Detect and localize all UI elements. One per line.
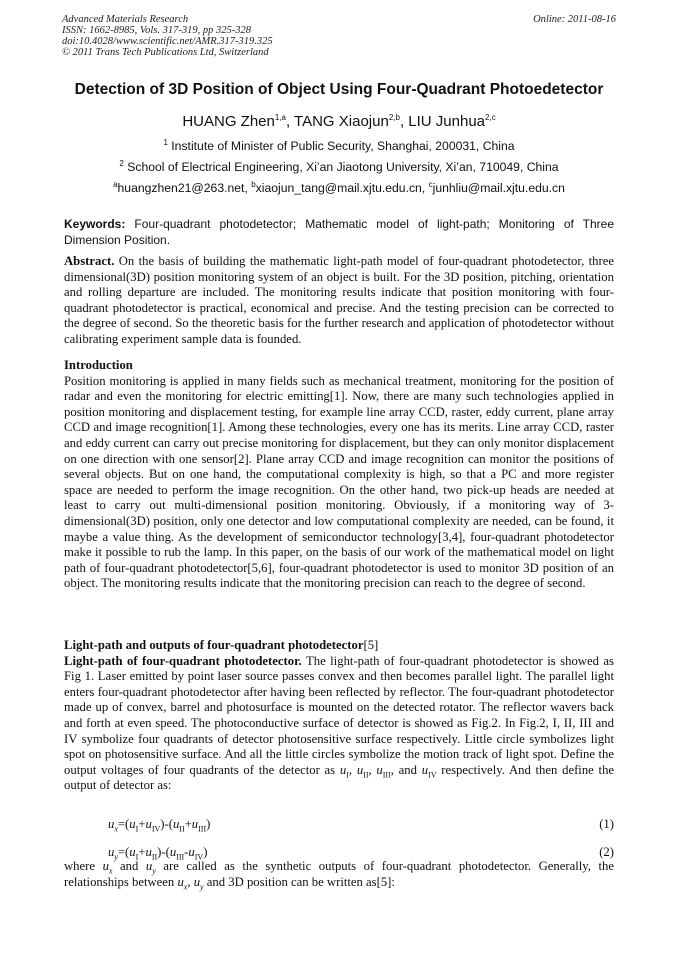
after-equation-text: where $u_x$ and $u_y$ are called as the synthetic outputs of four-quadrant photodetector. Generally, the relationships between $u_x$, $u_y$ and 3D position can be written as[5]: xyxy=(64,859,615,892)
subsection-heading: Light-path of four-quadrant photodetector. xyxy=(64,653,302,668)
paper-title: Detection of 3D Position of Object Using Four-Quadrant Photoedetector xyxy=(74,81,604,98)
light-path-section: Light-path and outputs of four-quadrant photodetector[5] Light-path of four-quadrant photodetector. The light-path of four-quadrant photodetector is showed as Fig 1. Laser emitted by point laser source passes convex and then becomes parallel light. The parallel light enters four-quadrant photodetector after having been reflected by reflector. The four-quadrant photodetector made up of convex, barrel and photosurface is mounted on the detected rotator. The reflector wavers back and forth at even speed. The photoconductive surface of detector is showed as Fig.2. In Fig.2, I, II, III and IV symbolize four quadrants of detector photosensitive surface respectively. Little circle symbolizes light spot on photosensitive surface. And all the little circles symbolize the motion track of light spot. Define the output voltages of four quadrants of the detector as $u_I$, $u_{II}$, $u_{III}$, and $u_{IV}$ respectively. And then define the output of detector as: xyxy=(64,638,615,793)
doi-line: doi:10.4028/www.scientific.net/AMR.317-319.325 xyxy=(62,36,273,47)
equation-1: $u_x=(u_I+u_{IV})-(u_{II}+u_{III})$ (1) xyxy=(108,817,614,834)
section-text: The light-path of four-quadrant photodetector is showed as Fig 1. Laser emitted by point laser source passes convex and then becomes parallel light. The parallel light enters four-quadrant photodetector after having been reflected by reflector. The four-quadrant photodetector made up of convex, barrel and photosurface is mounted on the detected rotator. The reflector wavers back and forth at even speed. The photoconductive surface of detector is showed as Fig.2. In Fig.2, I, II, III and IV symbolize four quadrants of detector photosensitive surface respectively. Little circle symbolizes light spot on photosensitive surface. And all the little circles symbolize the motion track of light spot. Define the output voltages of four quadrants of the detector as xyxy=(64,653,614,777)
keywords-label: Keywords: xyxy=(64,217,126,231)
issn-line: ISSN: 1662-8985, Vols. 317-319, pp 325-328 xyxy=(62,25,251,36)
introduction-section xyxy=(64,358,614,592)
abstract-text: On the basis of building the mathematic light-path model of four-quadrant photodetector, three dimensional(3D) position monitoring system of an object is built. For the 3D position, pitching, orientation and rolling departure are included. The monitoring results indicate that position monitoring with four-quadrant photodetector is practical, economical and precise. And the testing precision can be corrected to the degree of second. So the theoretic basis for the further research and application of photodetector without calibrating experiment sample data is founded. xyxy=(64,254,615,346)
section-ref: [5] xyxy=(363,638,379,652)
email-link[interactable]: junhliu@mail.xjtu.edu.cn xyxy=(432,181,565,195)
author-name: TANG Xiaojun xyxy=(294,113,389,130)
abstract-label: Abstract. xyxy=(64,254,115,268)
author-list: HUANG Zhen$^{1,a}$, TANG Xiaojun$^{2,b}$, LIU Junhua$^{2,c}$ xyxy=(182,113,496,130)
email-link[interactable]: xiaojun_tang@mail.xjtu.edu.cn xyxy=(255,181,422,195)
affiliation-1 xyxy=(40,139,638,153)
keywords-block xyxy=(64,216,614,248)
affiliation-text: Institute of Minister of Public Security, Shanghai, 200031, China xyxy=(171,139,515,153)
introduction-heading: Introduction xyxy=(64,358,133,372)
email-sup: c xyxy=(428,179,433,189)
author-sup: 2,b xyxy=(388,113,400,122)
equation-2: $u_y=(u_I+u_{II})-(u_{III}-u_{IV})$ (2) xyxy=(108,845,614,862)
section-heading: Light-path and outputs of four-quadrant photodetector xyxy=(64,638,364,652)
author-name: HUANG Zhen xyxy=(182,113,275,130)
affiliation-sup: 1 xyxy=(163,137,168,147)
affiliation-text: School of Electrical Engineering, Xi’an Jiaotong University, Xi’an, 710049, China xyxy=(127,160,559,174)
equation-number: (2) xyxy=(599,845,614,859)
section-text-cont: respectively. And then define the output of detector as: xyxy=(64,762,615,793)
text-span: are called as the synthetic outputs of four-quadrant photodetector. Generally, the relationships between xyxy=(64,859,615,889)
text-span: and 3D position can be written as[5]: xyxy=(206,874,395,889)
introduction-text: Position monitoring is applied in many fields such as mechanical treatment, monitoring for the position of radar and even the monitoring for electric emitting[1]. Now, there are many such technologies applied in position monitoring and displacement testing, for example line array CCD, raster, eddy current, plane array CCD and image recognition[1]. Among these technologies, every one has its merits. Line array CCD, raster and eddy current can carry out precise monitoring for displacement, but they can only monitor displacement on one direction with one sensor[2]. Plane array CCD and image recognition can monitor the positions of several objects. But on one hand, the computational complexity is high, so that a PC and more register space are needed to perform the image recognition. On the other hand, two pick-up heads are needed at least to carry out multi-dimensional position monitoring. Obviously, if a monitoring way of 3-dimensional(3D) position, only one detector and low computational complexity are needed, can be found, it maybe a value thing. As the development of semiconductor technology[3,4], four-quadrant photodetector make it possible to rub the lamp. In this paper, on the basis of our work of the mathematical model on light path of four-quadrant photodetector[5,6], four-quadrant photodetector is used to monitor 3D position of an object. The monitoring results indicate that the monitoring precision can reach to the degree of second. xyxy=(64,373,614,591)
author-sup: 1,a xyxy=(274,113,286,122)
abstract-block xyxy=(64,254,614,348)
affiliation-2 xyxy=(40,160,638,174)
affiliation-sup: 2 xyxy=(119,158,124,168)
equation-number: (1) xyxy=(599,817,614,831)
online-date: Online: 2011-08-16 xyxy=(533,14,616,25)
journal-name: Advanced Materials Research xyxy=(62,14,189,25)
email-link[interactable]: huangzhen21@263.net xyxy=(117,181,245,195)
text-span: where xyxy=(64,859,95,873)
keywords-text: Four-quadrant photodetector; Mathematic model of light-path; Monitoring of Three Dimension Position. xyxy=(64,217,615,247)
journal-header xyxy=(62,14,616,58)
author-name: LIU Junhua xyxy=(408,113,486,130)
email-sup: b xyxy=(251,179,256,189)
author-sup: 2,c xyxy=(485,113,496,122)
email-line: $^a$huangzhen21@263.net, $^b$xiaojun_tang@mail.xjtu.edu.cn, $^c$junhliu@mail.xjtu.edu.cn xyxy=(113,179,565,195)
copyright-line: © 2011 Trans Tech Publications Ltd, Switzerland xyxy=(62,47,269,58)
email-sup: a xyxy=(113,179,118,189)
